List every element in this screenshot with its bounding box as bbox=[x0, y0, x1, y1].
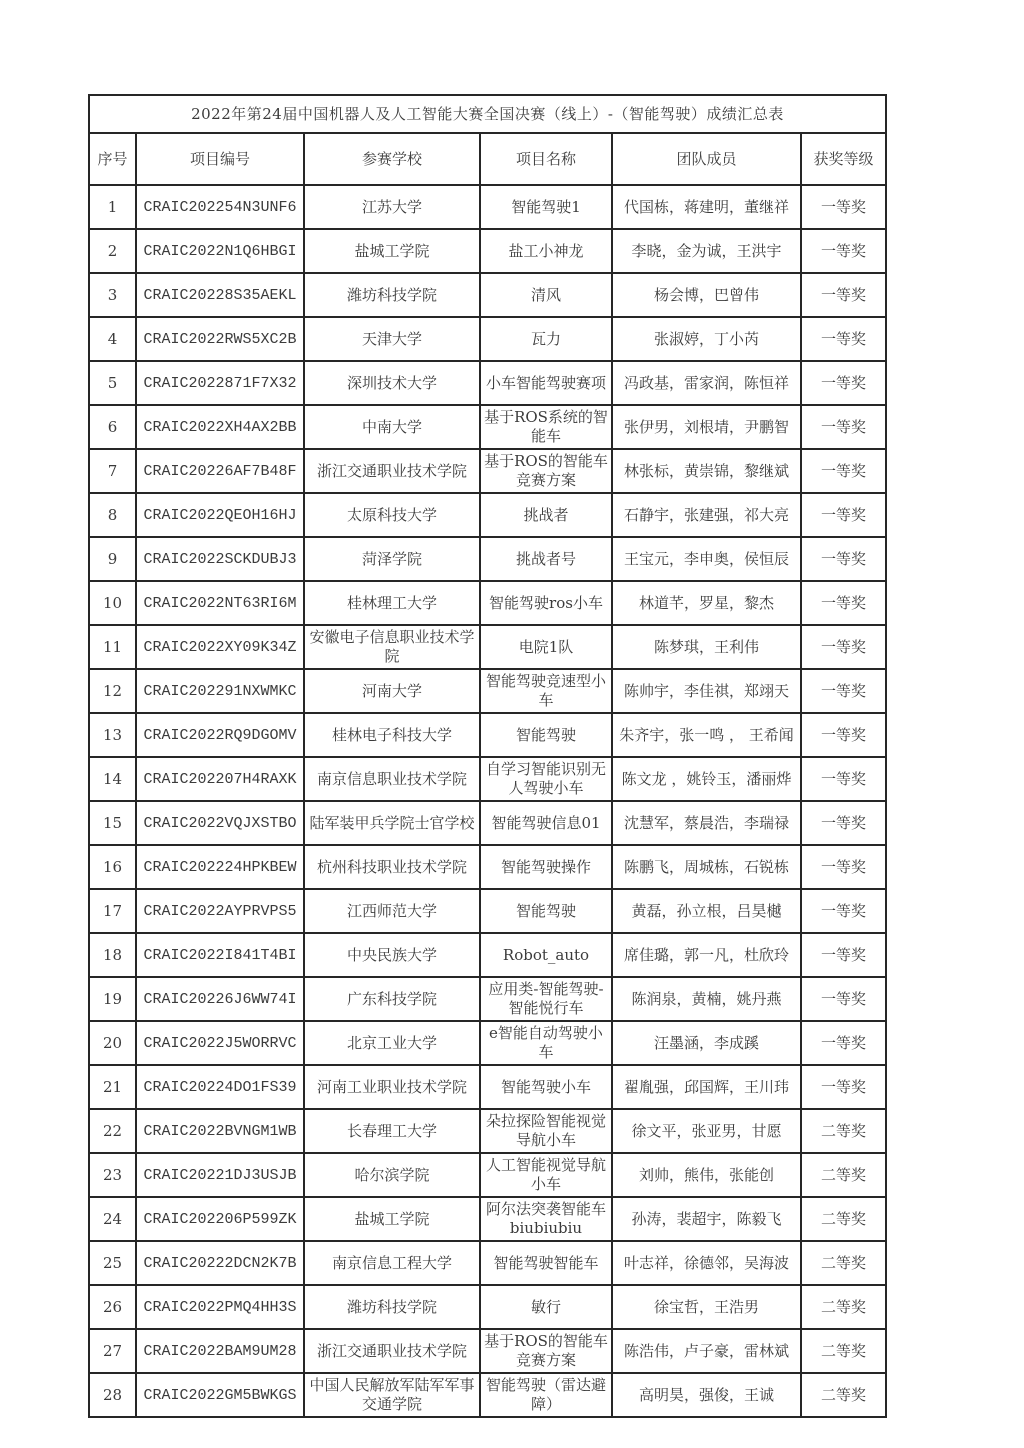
team-members: 叶志祥，徐德邻，吴海波 bbox=[612, 1241, 801, 1285]
row-number: 10 bbox=[89, 581, 136, 625]
school: 广东科技学院 bbox=[304, 977, 480, 1021]
table-row bbox=[89, 229, 886, 273]
row-number: 16 bbox=[89, 845, 136, 889]
title-row bbox=[89, 95, 886, 133]
table-row bbox=[89, 537, 886, 581]
project-name: 智能驾驶（雷达避障） bbox=[480, 1373, 612, 1417]
team-members: 席佳璐，郭一凡，杜欣玲 bbox=[612, 933, 801, 977]
project-name: 智能驾驶竞速型小车 bbox=[480, 669, 612, 713]
team-members: 徐文平，张亚男，甘愿 bbox=[612, 1109, 801, 1153]
project-name: 阿尔法突袭智能车 biubiubiu bbox=[480, 1197, 612, 1241]
school: 北京工业大学 bbox=[304, 1021, 480, 1065]
school: 潍坊科技学院 bbox=[304, 1285, 480, 1329]
project-code: CRAIC2022AYPRVPS5 bbox=[136, 889, 304, 933]
team-members: 杨会博，巴曾伟 bbox=[612, 273, 801, 317]
row-number: 3 bbox=[89, 273, 136, 317]
team-members: 徐宝哲，王浩男 bbox=[612, 1285, 801, 1329]
table-row bbox=[89, 757, 886, 801]
school: 中国人民解放军陆军军事交通学院 bbox=[304, 1373, 480, 1417]
project-name: 挑战者 bbox=[480, 493, 612, 537]
project-code: CRAIC2022RWS5XC2B bbox=[136, 317, 304, 361]
table-row bbox=[89, 1241, 886, 1285]
table-title: 2022年第24届中国机器人及人工智能大赛全国决赛（线上）-（智能驾驶）成绩汇总表 bbox=[89, 95, 886, 133]
project-code: CRAIC2022I841T4BI bbox=[136, 933, 304, 977]
project-code: CRAIC20226AF7B48F bbox=[136, 449, 304, 493]
school: 桂林电子科技大学 bbox=[304, 713, 480, 757]
award-level: 二等奖 bbox=[801, 1329, 886, 1373]
project-code: CRAIC2022N1Q6HBGI bbox=[136, 229, 304, 273]
header-row bbox=[89, 133, 886, 185]
col-header-school: 参赛学校 bbox=[304, 133, 480, 185]
table-row bbox=[89, 317, 886, 361]
project-code: CRAIC2022XY09K34Z bbox=[136, 625, 304, 669]
table-row bbox=[89, 801, 886, 845]
project-name: e智能自动驾驶小车 bbox=[480, 1021, 612, 1065]
row-number: 18 bbox=[89, 933, 136, 977]
row-number: 13 bbox=[89, 713, 136, 757]
col-header-project: 项目名称 bbox=[480, 133, 612, 185]
school: 桂林理工大学 bbox=[304, 581, 480, 625]
school: 潍坊科技学院 bbox=[304, 273, 480, 317]
school: 江西师范大学 bbox=[304, 889, 480, 933]
col-header-no: 序号 bbox=[89, 133, 136, 185]
team-members: 翟胤强，邱国辉，王川玮 bbox=[612, 1065, 801, 1109]
row-number: 22 bbox=[89, 1109, 136, 1153]
table-row bbox=[89, 845, 886, 889]
team-members: 刘帅，熊伟，张能创 bbox=[612, 1153, 801, 1197]
school: 中央民族大学 bbox=[304, 933, 480, 977]
table-row bbox=[89, 273, 886, 317]
table-row bbox=[89, 493, 886, 537]
team-members: 陈文龙 ，姚铃玉，潘丽烨 bbox=[612, 757, 801, 801]
school: 浙江交通职业技术学院 bbox=[304, 449, 480, 493]
table-row bbox=[89, 1373, 886, 1417]
table-row bbox=[89, 977, 886, 1021]
team-members: 李晓，金为诚，王洪宇 bbox=[612, 229, 801, 273]
project-code: CRAIC2022SCKDUBJ3 bbox=[136, 537, 304, 581]
team-members: 石静宇，张建强，祁大亮 bbox=[612, 493, 801, 537]
project-name: 自学习智能识别无人驾驶小车 bbox=[480, 757, 612, 801]
award-level: 一等奖 bbox=[801, 361, 886, 405]
row-number: 23 bbox=[89, 1153, 136, 1197]
team-members: 汪墨涵，李成蹊 bbox=[612, 1021, 801, 1065]
project-code: CRAIC20221DJ3USJB bbox=[136, 1153, 304, 1197]
project-name: 挑战者号 bbox=[480, 537, 612, 581]
project-name: Robot_auto bbox=[480, 933, 612, 977]
project-code: CRAIC2022GM5BWKGS bbox=[136, 1373, 304, 1417]
row-number: 28 bbox=[89, 1373, 136, 1417]
col-header-award: 获奖等级 bbox=[801, 133, 886, 185]
project-code: CRAIC2022XH4AX2BB bbox=[136, 405, 304, 449]
award-level: 一等奖 bbox=[801, 1021, 886, 1065]
award-level: 一等奖 bbox=[801, 405, 886, 449]
table-row bbox=[89, 713, 886, 757]
table-row bbox=[89, 1197, 886, 1241]
award-level: 一等奖 bbox=[801, 713, 886, 757]
results-tbody bbox=[89, 185, 886, 1417]
school: 江苏大学 bbox=[304, 185, 480, 229]
team-members: 林道芊，罗星，黎杰 bbox=[612, 581, 801, 625]
col-header-members: 团队成员 bbox=[612, 133, 801, 185]
school: 盐城工学院 bbox=[304, 1197, 480, 1241]
table-row bbox=[89, 1021, 886, 1065]
project-code: CRAIC20228S35AEKL bbox=[136, 273, 304, 317]
project-name: 盐工小神龙 bbox=[480, 229, 612, 273]
school: 长春理工大学 bbox=[304, 1109, 480, 1153]
team-members: 林张标，黄崇锦，黎继斌 bbox=[612, 449, 801, 493]
results-table bbox=[88, 94, 887, 1418]
row-number: 7 bbox=[89, 449, 136, 493]
school: 太原科技大学 bbox=[304, 493, 480, 537]
award-level: 一等奖 bbox=[801, 537, 886, 581]
project-name: 朵拉探险智能视觉导航小车 bbox=[480, 1109, 612, 1153]
award-level: 一等奖 bbox=[801, 889, 886, 933]
project-code: CRAIC2022871F7X32 bbox=[136, 361, 304, 405]
row-number: 15 bbox=[89, 801, 136, 845]
school: 盐城工学院 bbox=[304, 229, 480, 273]
project-name: 智能驾驶小车 bbox=[480, 1065, 612, 1109]
team-members: 王宝元，李申奥，侯恒辰 bbox=[612, 537, 801, 581]
project-code: CRAIC202291NXWMKC bbox=[136, 669, 304, 713]
award-level: 一等奖 bbox=[801, 449, 886, 493]
row-number: 2 bbox=[89, 229, 136, 273]
table-row bbox=[89, 1285, 886, 1329]
row-number: 8 bbox=[89, 493, 136, 537]
project-name: 清风 bbox=[480, 273, 612, 317]
project-code: CRAIC2022BVNGM1WB bbox=[136, 1109, 304, 1153]
project-code: CRAIC202224HPKBEW bbox=[136, 845, 304, 889]
row-number: 26 bbox=[89, 1285, 136, 1329]
project-code: CRAIC202206P599ZK bbox=[136, 1197, 304, 1241]
table-row bbox=[89, 405, 886, 449]
project-name: 基于ROS的智能车竞赛方案 bbox=[480, 1329, 612, 1373]
row-number: 5 bbox=[89, 361, 136, 405]
project-name: 智能驾驶智能车 bbox=[480, 1241, 612, 1285]
project-name: 人工智能视觉导航小车 bbox=[480, 1153, 612, 1197]
row-number: 25 bbox=[89, 1241, 136, 1285]
project-code: CRAIC2022QEOH16HJ bbox=[136, 493, 304, 537]
team-members: 冯政基，雷家润，陈恒祥 bbox=[612, 361, 801, 405]
table-row bbox=[89, 581, 886, 625]
row-number: 19 bbox=[89, 977, 136, 1021]
school: 河南工业职业技术学院 bbox=[304, 1065, 480, 1109]
award-level: 二等奖 bbox=[801, 1109, 886, 1153]
table-row bbox=[89, 1153, 886, 1197]
award-level: 一等奖 bbox=[801, 229, 886, 273]
award-level: 一等奖 bbox=[801, 493, 886, 537]
school: 浙江交通职业技术学院 bbox=[304, 1329, 480, 1373]
row-number: 20 bbox=[89, 1021, 136, 1065]
row-number: 4 bbox=[89, 317, 136, 361]
award-level: 一等奖 bbox=[801, 801, 886, 845]
table-row bbox=[89, 625, 886, 669]
team-members: 陈浩伟，卢子豪，雷林斌 bbox=[612, 1329, 801, 1373]
table-row bbox=[89, 1329, 886, 1373]
project-name: 敏行 bbox=[480, 1285, 612, 1329]
school: 菏泽学院 bbox=[304, 537, 480, 581]
team-members: 孙涛，裴超宇，陈毅飞 bbox=[612, 1197, 801, 1241]
project-code: CRAIC202207H4RAXK bbox=[136, 757, 304, 801]
project-name: 电院1队 bbox=[480, 625, 612, 669]
school: 天津大学 bbox=[304, 317, 480, 361]
project-name: 智能驾驶信息01 bbox=[480, 801, 612, 845]
school: 南京信息职业技术学院 bbox=[304, 757, 480, 801]
project-code: CRAIC20226J6WW74I bbox=[136, 977, 304, 1021]
project-name: 智能驾驶操作 bbox=[480, 845, 612, 889]
school: 杭州科技职业技术学院 bbox=[304, 845, 480, 889]
award-level: 一等奖 bbox=[801, 625, 886, 669]
school: 深圳技术大学 bbox=[304, 361, 480, 405]
project-code: CRAIC20222DCN2K7B bbox=[136, 1241, 304, 1285]
award-level: 一等奖 bbox=[801, 977, 886, 1021]
table-row bbox=[89, 361, 886, 405]
row-number: 24 bbox=[89, 1197, 136, 1241]
school: 南京信息工程大学 bbox=[304, 1241, 480, 1285]
school: 哈尔滨学院 bbox=[304, 1153, 480, 1197]
award-level: 一等奖 bbox=[801, 185, 886, 229]
team-members: 张淑婷，丁小芮 bbox=[612, 317, 801, 361]
project-code: CRAIC2022J5WORRVC bbox=[136, 1021, 304, 1065]
award-level: 一等奖 bbox=[801, 1065, 886, 1109]
table-row bbox=[89, 1109, 886, 1153]
award-level: 二等奖 bbox=[801, 1373, 886, 1417]
team-members: 陈帅宇，李佳祺，郑翊天 bbox=[612, 669, 801, 713]
team-members: 沈慧军，蔡晨浩，李瑞禄 bbox=[612, 801, 801, 845]
team-members: 陈梦琪，王利伟 bbox=[612, 625, 801, 669]
award-level: 一等奖 bbox=[801, 933, 886, 977]
project-code: CRAIC2022PMQ4HH3S bbox=[136, 1285, 304, 1329]
project-name: 瓦力 bbox=[480, 317, 612, 361]
school: 安徽电子信息职业技术学院 bbox=[304, 625, 480, 669]
row-number: 6 bbox=[89, 405, 136, 449]
team-members: 朱齐宇，张一鸣 ， 王希闻 bbox=[612, 713, 801, 757]
project-code: CRAIC20224DO1FS39 bbox=[136, 1065, 304, 1109]
row-number: 9 bbox=[89, 537, 136, 581]
project-code: CRAIC2022RQ9DGOMV bbox=[136, 713, 304, 757]
project-name: 应用类-智能驾驶-智能悦行车 bbox=[480, 977, 612, 1021]
table-row bbox=[89, 449, 886, 493]
row-number: 12 bbox=[89, 669, 136, 713]
row-number: 11 bbox=[89, 625, 136, 669]
project-name: 基于ROS的智能车竞赛方案 bbox=[480, 449, 612, 493]
award-level: 一等奖 bbox=[801, 845, 886, 889]
school: 河南大学 bbox=[304, 669, 480, 713]
row-number: 14 bbox=[89, 757, 136, 801]
team-members: 高明昊，强俊，王诚 bbox=[612, 1373, 801, 1417]
team-members: 代国栋，蒋建明，董继祥 bbox=[612, 185, 801, 229]
table-row bbox=[89, 933, 886, 977]
team-members: 黄磊，孙立根，吕昊樾 bbox=[612, 889, 801, 933]
award-level: 二等奖 bbox=[801, 1285, 886, 1329]
row-number: 21 bbox=[89, 1065, 136, 1109]
project-code: CRAIC202254N3UNF6 bbox=[136, 185, 304, 229]
award-level: 一等奖 bbox=[801, 581, 886, 625]
project-code: CRAIC2022NT63RI6M bbox=[136, 581, 304, 625]
award-level: 二等奖 bbox=[801, 1153, 886, 1197]
row-number: 17 bbox=[89, 889, 136, 933]
team-members: 陈鹏飞，周城栋，石锐栋 bbox=[612, 845, 801, 889]
table-row bbox=[89, 889, 886, 933]
table-row bbox=[89, 669, 886, 713]
project-name: 智能驾驶 bbox=[480, 713, 612, 757]
project-name: 智能驾驶 bbox=[480, 889, 612, 933]
team-members: 张伊男，刘根埥，尹鹏智 bbox=[612, 405, 801, 449]
team-members: 陈润泉，黄楠，姚丹燕 bbox=[612, 977, 801, 1021]
project-name: 智能驾驶1 bbox=[480, 185, 612, 229]
table-row bbox=[89, 185, 886, 229]
table-row bbox=[89, 1065, 886, 1109]
award-level: 一等奖 bbox=[801, 317, 886, 361]
award-level: 二等奖 bbox=[801, 1241, 886, 1285]
award-level: 一等奖 bbox=[801, 669, 886, 713]
school: 陆军装甲兵学院士官学校 bbox=[304, 801, 480, 845]
col-header-code: 项目编号 bbox=[136, 133, 304, 185]
row-number: 1 bbox=[89, 185, 136, 229]
award-level: 一等奖 bbox=[801, 273, 886, 317]
project-code: CRAIC2022BAM9UM28 bbox=[136, 1329, 304, 1373]
school: 中南大学 bbox=[304, 405, 480, 449]
row-number: 27 bbox=[89, 1329, 136, 1373]
award-level: 一等奖 bbox=[801, 757, 886, 801]
project-name: 小车智能驾驶赛项 bbox=[480, 361, 612, 405]
award-level: 二等奖 bbox=[801, 1197, 886, 1241]
project-name: 智能驾驶ros小车 bbox=[480, 581, 612, 625]
project-code: CRAIC2022VQJXSTBO bbox=[136, 801, 304, 845]
project-name: 基于ROS系统的智能车 bbox=[480, 405, 612, 449]
